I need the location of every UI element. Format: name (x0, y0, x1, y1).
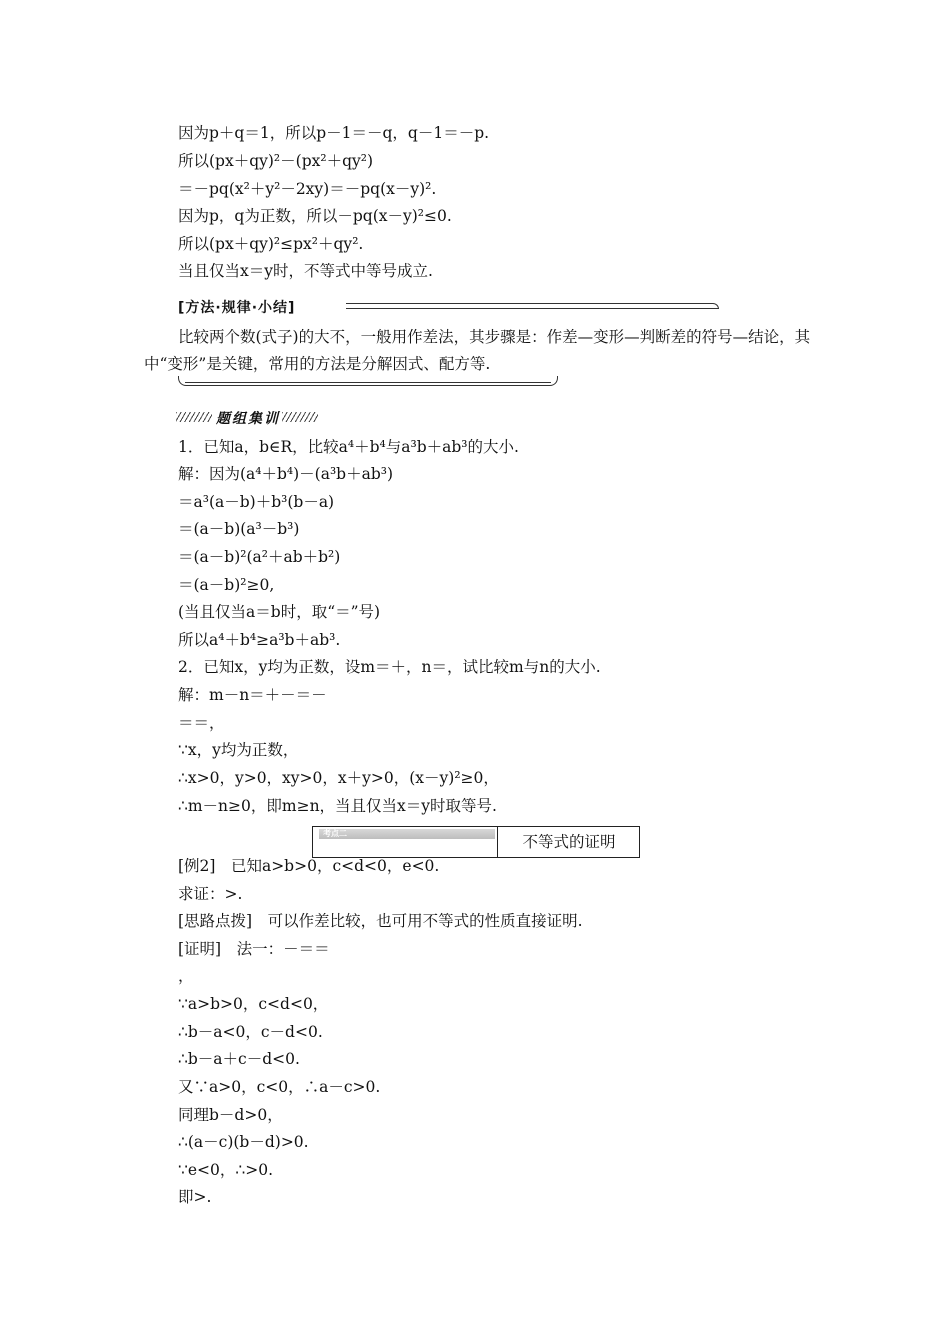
exercise-line: ＝(a－b)²≥0, (178, 576, 275, 594)
section-divider (497, 827, 498, 857)
intro-line: ＝－pq(x²＋y²－2xy)＝－pq(x－y)². (178, 180, 437, 198)
section-tag: 考点二 (319, 829, 495, 839)
hatch-decoration (282, 412, 318, 422)
exercise-line: 解：因为(a⁴＋b⁴)－(a³b＋ab³) (178, 465, 394, 483)
exercise-line: ∴x>0，y>0，xy>0，x＋y>0，(x－y)²≥0， (178, 769, 499, 787)
example-line: ∵a>b>0，c<d<0， (178, 995, 329, 1013)
section-box (312, 826, 640, 858)
intro-line: 所以(px＋qy)²≤px²＋qy². (178, 235, 364, 253)
intro-line: 因为p＋q＝1，所以p－1＝－q，q－1＝－p. (178, 124, 490, 142)
hatch-decoration (176, 412, 212, 422)
example-line: [证明] 法一：－＝＝ (178, 940, 330, 958)
example-line: ∴b－a<0，c－d<0. (178, 1023, 323, 1041)
exercise-line: ＝a³(a－b)＋b³(b－a) (178, 493, 335, 511)
example-line: [例2] 已知a>b>0，c<d<0，e<0. (178, 857, 440, 875)
example-line: 同理b－d>0， (178, 1106, 283, 1124)
method-title: [方法·规律·小结] (178, 300, 296, 316)
exercise-line: ＝＝， (178, 714, 225, 732)
exercise-line: 解：m－n＝＋－＝－ (178, 686, 327, 704)
intro-line: 当且仅当x＝y时，不等式中等号成立. (178, 262, 433, 280)
exercise-header (176, 408, 318, 428)
exercise-line: ＝(a－b)²(a²＋ab＋b²) (178, 548, 341, 566)
method-body: 比较两个数(式子)的大不，一般用作差法，其步骤是：作差—变形—判断差的符号—结论，其中“变形”是关键，常用的方法是分解因式、配方等. (144, 328, 811, 373)
intro-line: 所以(px＋qy)²－(px²＋qy²) (178, 152, 374, 170)
exercise-line: 2．已知x，y均为正数，设m＝＋，n＝，试比较m与n的大小. (178, 658, 601, 676)
exercise-line: ∵x，y均为正数， (178, 741, 299, 759)
example-line: [思路点拨] 可以作差比较，也可用不等式的性质直接证明. (178, 912, 583, 930)
section-title: 不等式的证明 (522, 833, 616, 851)
exercise-line: (当且仅当a＝b时，取“＝”号) (178, 603, 381, 621)
exercise-line: 1．已知a，b∈R，比较a⁴＋b⁴与a³b＋ab³的大小. (178, 438, 519, 456)
example-line: 又∵a>0，c<0，∴a－c>0. (178, 1078, 381, 1096)
example-line: ∴b－a＋c－d<0. (178, 1050, 300, 1068)
example-line: ， (178, 967, 194, 985)
example-line: 求证：>. (178, 885, 243, 903)
example-line: ∴(a－c)(b－d)>0. (178, 1133, 309, 1151)
method-bottom-rule (178, 376, 558, 386)
exercise-line: ＝(a－b)(a³－b³) (178, 520, 300, 538)
example-line: 即>. (178, 1188, 212, 1206)
intro-line: 因为p，q为正数，所以－pq(x－y)²≤0. (178, 207, 452, 225)
exercise-line: ∴m－n≥0，即m≥n，当且仅当x＝y时取等号. (178, 797, 497, 815)
method-rule (346, 303, 719, 309)
example-line: ∵e<0，∴>0. (178, 1161, 274, 1179)
exercise-title: 题组集训 (216, 411, 280, 427)
method-header (178, 297, 558, 317)
exercise-line: 所以a⁴＋b⁴≥a³b＋ab³. (178, 631, 341, 649)
